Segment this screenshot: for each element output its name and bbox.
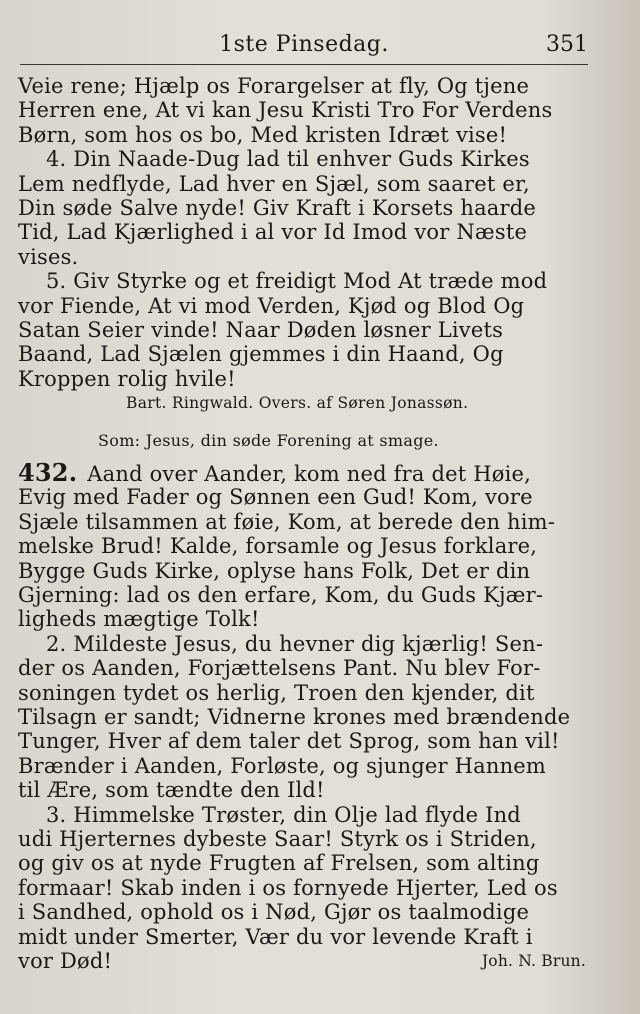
text-line: midt under Smerter, Vær du vor levende Kraft i [18,924,533,949]
text-line: Kroppen rolig hvile! [18,366,236,391]
page-header [20,30,588,65]
text-line: Baand, Lad Sjælen gjemmes i din Haand, Og [18,342,504,367]
first-line-text: Aand over Aander, kom ned fra det Høie, [87,462,532,487]
text-line: Tilsagn er sandt; Vidnerne krones med brændende [18,704,571,729]
text-line: Bygge Guds Kirke, oplyse hans Folk, Det er din [18,558,531,583]
hymn-last-line [18,949,592,973]
text-line: der os Aanden, Forjættelsens Pant. Nu blev For- [18,656,541,681]
hymn-previous-continuation [18,74,592,415]
text-line: formaar! Skab inden i os fornyede Hjerter, Led os [18,875,558,900]
hymn-number: 432. [18,458,78,488]
text-line: ligheds mægtige Tolk! [18,607,260,632]
verse-start-line: 4. Din Naade-Dug lad til enhver Guds Kirkes [46,147,530,172]
page-number: 351 [546,32,588,57]
text-line: Tunger, Hver af dem taler det Sprog, som han vil! [18,729,560,754]
text-line: udi Hjerternes dybeste Saar! Styrk os i Striden, [18,826,537,851]
text-line: vor Fiende, At vi mod Verden, Kjød og Blod Og [18,293,525,318]
melody-note: Som: Jesus, din søde Forening at smage. [98,431,439,451]
text-line: Evig med Fader og Sønnen een Gud! Kom, vore [18,485,533,510]
text-line: Brænder i Aanden, Forløste, og sjunger Hannem [18,753,547,778]
page-body [18,74,592,973]
hymn-432 [18,429,592,973]
text-line: Din søde Salve nyde! Giv Kraft i Korsets haarde [18,195,537,220]
verse-start-line: 2. Mildeste Jesus, du hevner dig kjærlig! Sen- [46,631,544,656]
text-line: Herren ene, At vi kan Jesu Kristi Tro For Verdens [18,98,553,123]
verse-start-line: 3. Himmelske Trøster, din Olje lad flyde Ind [46,802,521,827]
hymn-attribution: Joh. N. Brun. [481,951,586,970]
text-line: Veie rene; Hjælp os Forargelser at fly, Og tjene [18,74,530,98]
text-line: vises. [18,244,79,269]
text-line: Satan Seier vinde! Naar Døden løsner Livets [18,317,504,342]
text-line: Sjæle tilsammen at føie, Kom, at berede den him- [18,509,556,534]
text-line: Gjerning: lad os den erfare, Kom, du Guds Kjær- [18,583,544,608]
hymn-attribution: Bart. Ringwald. Overs. af Søren Jonassøn. [126,394,469,413]
text-line: melske Brud! Kalde, forsamle og Jesus forklare, [18,534,538,559]
text-line: og giv os at nyde Frugten af Frelsen, som alting [18,851,540,876]
hymn-first-line [18,458,592,488]
text-line: Tid, Lad Kjærlighed i al vor Id Imod vor Næste [18,220,528,245]
verse-start-line: 5. Giv Styrke og et freidigt Mod At træde mod [46,269,548,294]
text-line: Lem nedflyde, Lad hver en Sjæl, som saaret er, [18,171,530,196]
running-head: 1ste Pinsedag. [219,32,389,57]
text-line: til Ære, som tændte den Ild! [18,778,325,803]
text-line: Børn, som hos os bo, Med kristen Idræt vise! [18,122,508,147]
text-line: soningen tydet os herlig, Troen den kjender, dit [18,680,535,705]
text-line: i Sandhed, ophold os i Nød, Gjør os taalmodige [18,900,530,925]
last-line-text: vor Død! [18,948,113,973]
